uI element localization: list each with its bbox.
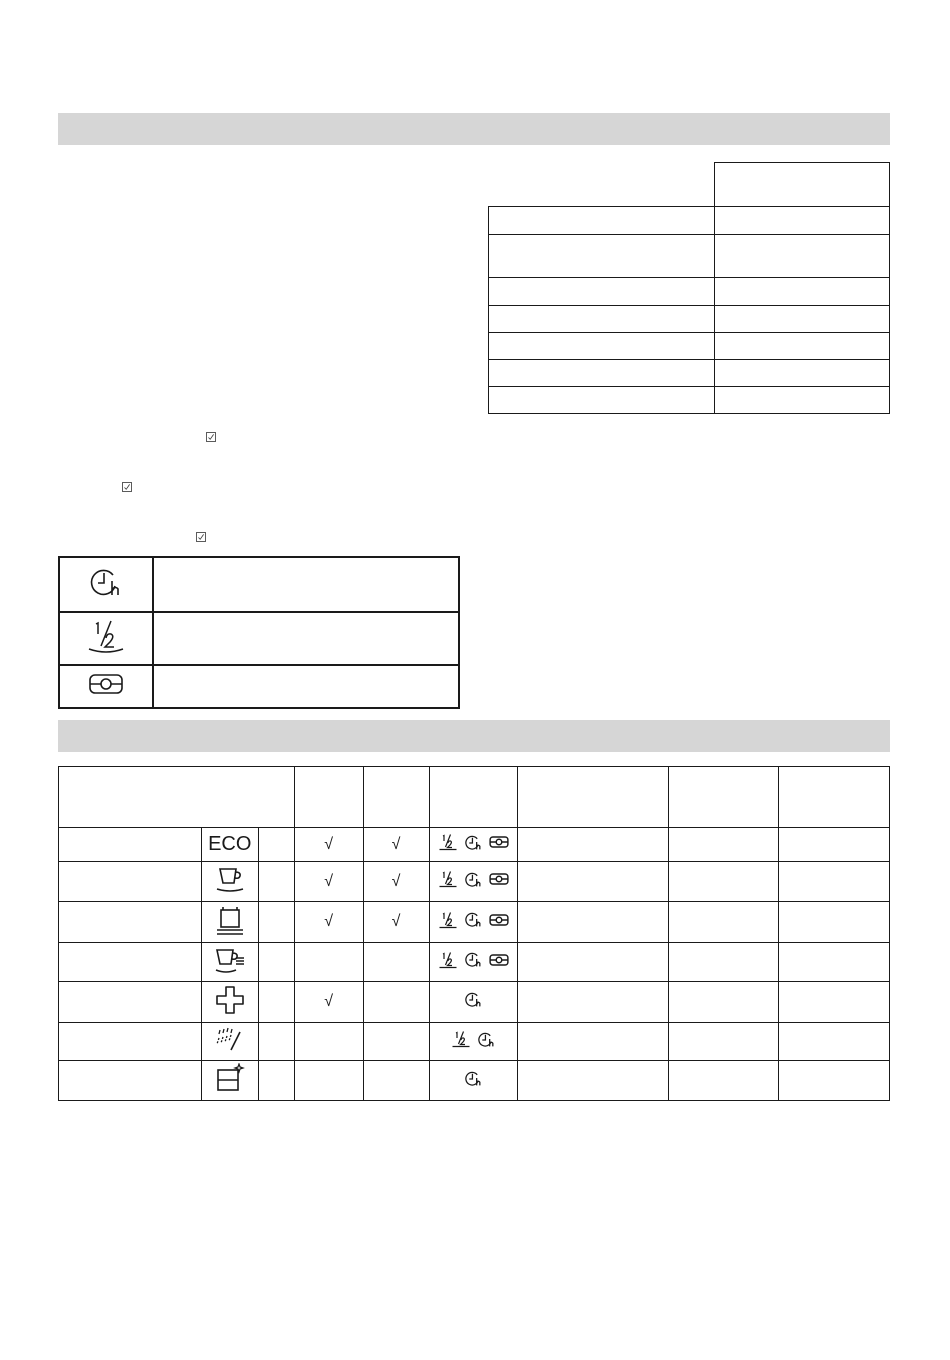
table-header-cell	[294, 767, 363, 828]
table-cell	[258, 1023, 294, 1061]
consumption-table	[488, 162, 890, 414]
quick-cup-icon	[214, 946, 246, 974]
programme-name-cell	[59, 943, 202, 982]
check-mark: √	[391, 872, 401, 890]
table-cell	[489, 387, 715, 414]
checkbox-icon	[196, 532, 206, 542]
check-mark-cell	[294, 1023, 363, 1061]
option-description	[153, 665, 459, 708]
checkbox-icon	[206, 432, 216, 442]
option-icon-cell	[59, 557, 153, 612]
half-load-icon	[438, 832, 458, 852]
half-load-icon	[438, 869, 458, 889]
table-cell	[489, 333, 715, 360]
table-cell	[518, 902, 669, 943]
option-icon-cell	[59, 612, 153, 665]
check-mark-cell	[363, 902, 429, 943]
table-cell	[669, 862, 779, 902]
programme-name-cell	[59, 982, 202, 1023]
half-load-icon	[451, 1029, 471, 1049]
table-header-cell	[669, 767, 779, 828]
programme-icon-cell	[201, 982, 258, 1023]
table-cell	[669, 828, 779, 862]
delay-clock-icon	[464, 950, 483, 969]
table-cell	[258, 1061, 294, 1101]
check-mark-cell	[294, 902, 363, 943]
option-description	[153, 557, 459, 612]
delay-clock-icon	[464, 1069, 483, 1088]
extra-dry-icon	[489, 835, 509, 849]
check-mark: √	[324, 993, 334, 1010]
table-cell	[518, 1061, 669, 1101]
programme-name-cell	[59, 828, 202, 862]
table-cell	[258, 943, 294, 982]
table-cell	[714, 333, 889, 360]
section-header-band	[58, 720, 890, 752]
delay-clock-icon	[464, 870, 483, 889]
table-header-cell	[59, 767, 295, 828]
table-cell	[714, 207, 889, 235]
check-mark-cell	[363, 828, 429, 862]
programme-icon-cell	[201, 1023, 258, 1061]
section-header-band	[58, 113, 890, 145]
table-cell	[258, 982, 294, 1023]
table-cell	[779, 1061, 890, 1101]
table-row	[59, 943, 890, 982]
extra-dry-icon	[489, 913, 509, 927]
table-cell	[258, 828, 294, 862]
half-load-icon	[438, 910, 458, 930]
table-cell	[489, 360, 715, 387]
check-mark-cell	[363, 1023, 429, 1061]
programme-table	[58, 766, 890, 1101]
self-clean-icon	[215, 1063, 245, 1093]
table-cell	[669, 1023, 779, 1061]
table-cell	[779, 982, 890, 1023]
check-mark: √	[324, 872, 334, 890]
programme-icon-cell	[201, 1061, 258, 1101]
table-row	[59, 982, 890, 1023]
table-cell	[714, 360, 889, 387]
cup-saucer-icon	[215, 865, 245, 893]
table-cell	[518, 982, 669, 1023]
table-row	[59, 1023, 890, 1061]
table-cell	[518, 943, 669, 982]
option-description	[153, 612, 459, 665]
table-cell	[489, 207, 715, 235]
programme-name-cell	[59, 1023, 202, 1061]
rinse-spray-icon	[215, 1024, 245, 1054]
table-cell	[779, 902, 890, 943]
check-mark-cell	[363, 982, 429, 1023]
check-mark-cell	[294, 1061, 363, 1101]
extra-dry-icon	[88, 672, 124, 696]
table-cell	[258, 902, 294, 943]
hygiene-cross-icon	[215, 985, 245, 1015]
table-cell	[714, 235, 889, 278]
check-mark-cell	[363, 862, 429, 902]
pot-icon	[215, 904, 245, 936]
check-mark: √	[324, 835, 334, 853]
options-cell	[429, 862, 518, 902]
eco-label: ECO	[208, 833, 252, 855]
table-row	[59, 862, 890, 902]
check-mark: √	[324, 913, 334, 930]
options-cell	[429, 982, 518, 1023]
table-header-cell	[714, 163, 889, 207]
delay-clock-icon	[477, 1030, 496, 1049]
options-cell	[429, 1061, 518, 1101]
programme-name-cell	[59, 862, 202, 902]
options-cell	[429, 943, 518, 982]
table-cell	[518, 1023, 669, 1061]
table-header-cell	[429, 767, 518, 828]
half-load-icon	[86, 618, 126, 654]
programme-icon-cell	[201, 828, 258, 862]
delay-clock-icon	[464, 990, 483, 1009]
table-row	[59, 902, 890, 943]
table-cell	[779, 1023, 890, 1061]
extra-dry-icon	[489, 872, 509, 886]
option-icon-cell	[59, 665, 153, 708]
check-mark-cell	[294, 862, 363, 902]
programme-icon-cell	[201, 902, 258, 943]
check-mark-cell	[294, 982, 363, 1023]
table-row	[59, 828, 890, 862]
programme-icon-cell	[201, 943, 258, 982]
checkbox-icon	[122, 482, 132, 492]
table-cell	[779, 943, 890, 982]
half-load-icon	[438, 950, 458, 970]
check-mark-cell	[363, 1061, 429, 1101]
programme-icon-cell	[201, 862, 258, 902]
check-mark-cell	[294, 943, 363, 982]
table-cell	[714, 387, 889, 414]
check-mark: √	[391, 913, 401, 930]
table-cell	[779, 828, 890, 862]
table-row	[59, 1061, 890, 1101]
table-cell	[714, 306, 889, 333]
table-cell	[518, 862, 669, 902]
programme-name-cell	[59, 1061, 202, 1101]
table-cell	[669, 982, 779, 1023]
delay-clock-icon	[464, 910, 483, 929]
table-cell	[779, 862, 890, 902]
table-cell	[489, 306, 715, 333]
table-cell	[518, 828, 669, 862]
table-cell	[714, 278, 889, 306]
table-header-cell	[779, 767, 890, 828]
check-mark-cell	[294, 828, 363, 862]
options-cell	[429, 902, 518, 943]
table-cell	[258, 862, 294, 902]
programme-name-cell	[59, 902, 202, 943]
extra-dry-icon	[489, 953, 509, 967]
table-cell	[489, 278, 715, 306]
options-cell	[429, 1023, 518, 1061]
check-mark: √	[391, 835, 401, 853]
table-cell	[669, 943, 779, 982]
check-mark-cell	[363, 943, 429, 982]
table-cell	[669, 1061, 779, 1101]
table-header-cell	[363, 767, 429, 828]
table-cell	[669, 902, 779, 943]
delay-clock-icon	[88, 564, 124, 600]
option-legend-table	[58, 556, 460, 709]
table-cell	[489, 235, 715, 278]
delay-clock-icon	[464, 833, 483, 852]
table-header-cell	[518, 767, 669, 828]
options-cell	[429, 828, 518, 862]
